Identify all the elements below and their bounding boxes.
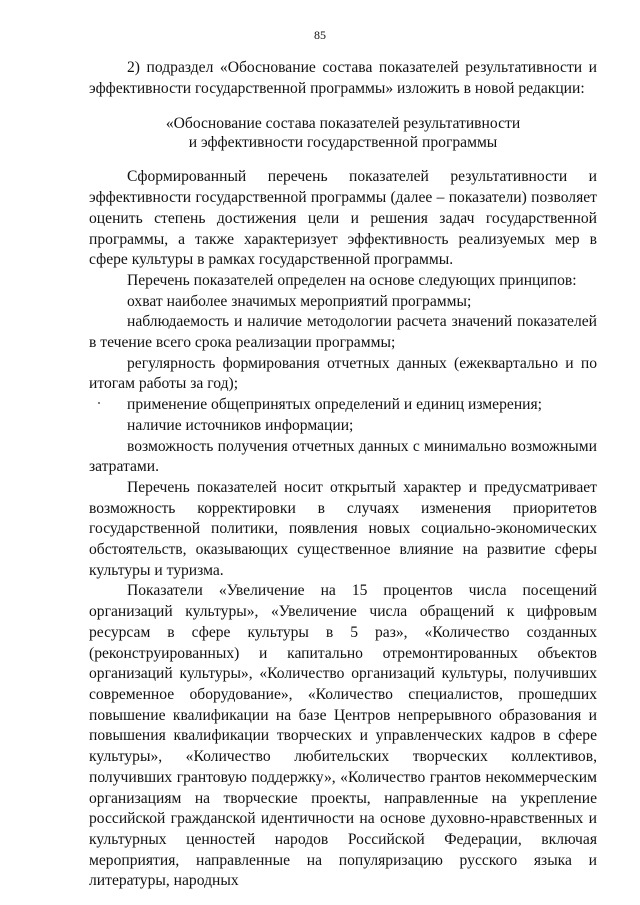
principle-item: охват наиболее значимых мероприятий программы;: [127, 292, 472, 310]
page-number: 85: [314, 28, 326, 42]
section-heading: [89, 114, 597, 152]
paragraph-summary: Сформированный перечень показателей результативности и эффективности государственной программы (далее – показатели) позволяет оценить степень достижения цели и решения задач государственной программы, а также характеризует эффективность реализуемых мер в сфере культуры в рамках государственной программы.: [89, 168, 597, 269]
scan-speck: [98, 402, 100, 404]
principle-item: регулярность формирования отчетных данных (ежеквартально и по итогам работы за год);: [89, 354, 597, 393]
paragraph-indicators: Показатели «Увеличение на 15 процентов числа посещений организаций культуры», «Увеличение числа обращений к цифровым ресурсам в сфере культуры в 5 раз», «Количество созданных (реконструированных) и капитально отремонтированных объектов организаций культуры», «Количество организаций культуры, получивших современное оборудование», «Количество специалистов, прошедших повышение квалификации на базе Центров непрерывного образования и повышения квалификации творческих и управленческих кадров в сфере культуры», «Количество любительских творческих коллективов, получивших грантовую поддержку», «Количество грантов некоммерческим организациям на творческие проекты, направленные на укрепление российской гражданской идентичности на основе духовно-нравственных и культурных ценностей народов Российской Федерации, включая мероприятия, направленные на популяризацию русского языка и литературы, народных: [89, 582, 597, 890]
paragraph-open-list: Перечень показателей носит открытый характер и предусматривает возможность корректировки в случаях изменения приоритетов государственной политики, появления новых социально-экономических обстоятельств, оказывающих существенное влияние на развитие сферы культуры и туризма.: [89, 478, 597, 579]
principle-item: наличие источников информации;: [127, 416, 354, 434]
principle-item: применение общепринятых определений и единиц измерения;: [127, 396, 543, 414]
paragraph-principles-intro: Перечень показателей определен на основе следующих принципов:: [127, 271, 577, 289]
principle-item: возможность получения отчетных данных с минимально возможными затратами.: [89, 437, 597, 476]
document-body: [89, 58, 597, 892]
principle-item: наблюдаемость и наличие методологии расчета значений показателей в течение всего срока реализации программы;: [89, 313, 597, 352]
section-heading-line-1: «Обоснование состава показателей результативности: [165, 115, 521, 133]
section-heading-line-2: и эффективности государственной программы: [188, 134, 498, 152]
intro-paragraph: 2) подраздел «Обоснование состава показателей результативности и эффективности государственной программы» изложить в новой редакции:: [89, 59, 597, 97]
